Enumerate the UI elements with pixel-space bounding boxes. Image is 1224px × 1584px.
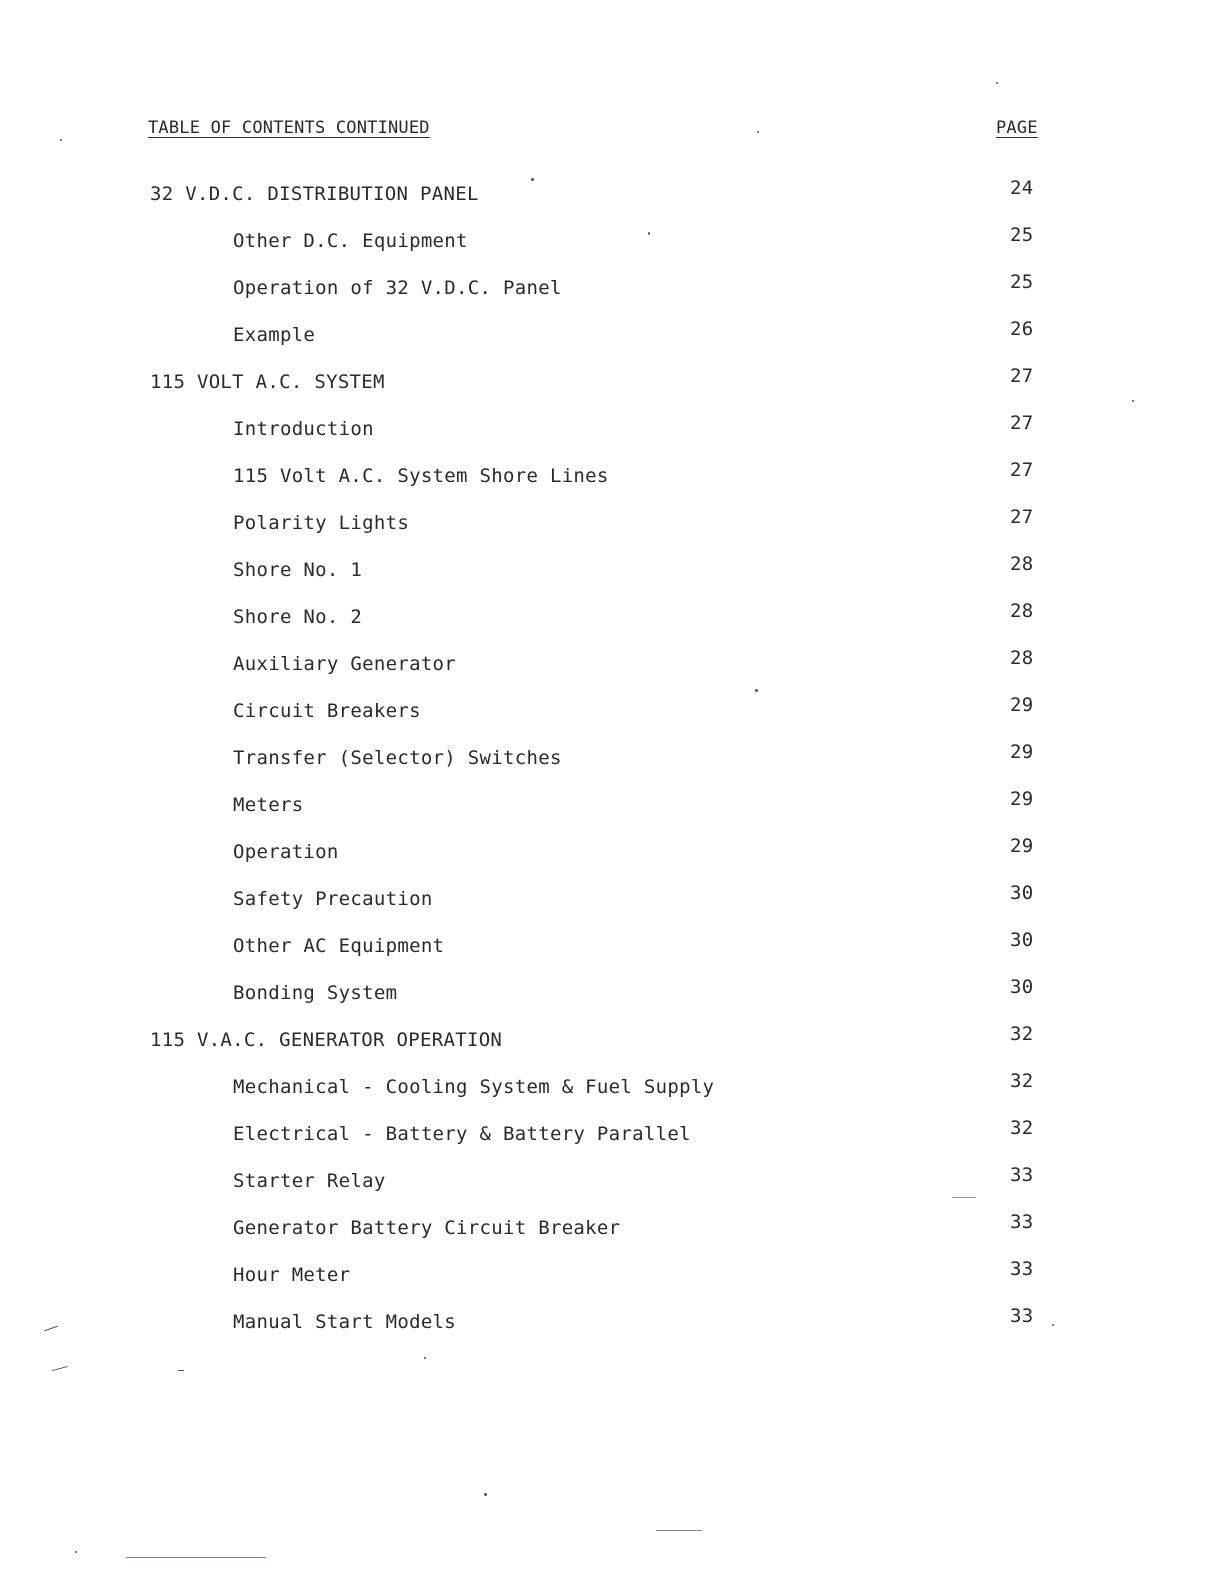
scan-speck: [484, 1493, 487, 1496]
toc-entry-page: 29: [1010, 835, 1034, 857]
toc-entry-label: Other AC Equipment: [233, 935, 445, 957]
toc-entry-page: 27: [1010, 459, 1034, 481]
toc-entry: [0, 412, 1224, 465]
scan-speck: [60, 139, 62, 141]
toc-entry-label: Safety Precaution: [233, 888, 433, 910]
toc-entry: [0, 835, 1224, 888]
toc-entry: [0, 459, 1224, 512]
scan-speck: [656, 1530, 702, 1531]
page-column-heading: PAGE: [996, 118, 1038, 138]
toc-entry: [0, 882, 1224, 935]
toc-entry-label: Generator Battery Circuit Breaker: [233, 1217, 621, 1239]
toc-entry-label: 115 V.A.C. GENERATOR OPERATION: [150, 1029, 503, 1051]
toc-entry-page: 30: [1010, 882, 1034, 904]
toc-entry-page: 33: [1010, 1164, 1034, 1186]
toc-entry-label: Polarity Lights: [233, 512, 410, 534]
scan-speck: [996, 82, 998, 84]
toc-entry: [0, 600, 1224, 653]
scan-speck: [424, 1357, 426, 1359]
toc-entry: [0, 1258, 1224, 1311]
toc-entry: [0, 506, 1224, 559]
toc-entry-label: Example: [233, 324, 316, 346]
toc-entry-label: Shore No. 2: [233, 606, 363, 628]
toc-entry-label: 32 V.D.C. DISTRIBUTION PANEL: [150, 183, 479, 205]
toc-entry-label: Hour Meter: [233, 1264, 351, 1286]
toc-entry-page: 33: [1010, 1211, 1034, 1233]
toc-entry-label: Electrical - Battery & Battery Parallel: [233, 1123, 691, 1145]
toc-entry: [0, 1164, 1224, 1217]
toc-entry: [0, 1305, 1224, 1358]
toc-entry-page: 30: [1010, 976, 1034, 998]
toc-entry-label: Meters: [233, 794, 304, 816]
toc-entry: [0, 976, 1224, 1029]
scan-speck: [755, 689, 758, 692]
toc-entry: [0, 788, 1224, 841]
toc-entry-page: 24: [1010, 177, 1034, 199]
scan-speck: [1132, 400, 1134, 402]
toc-entry: [0, 694, 1224, 747]
toc-entry-label: 115 VOLT A.C. SYSTEM: [150, 371, 385, 393]
toc-entry: [0, 177, 1224, 230]
toc-entry-label: Introduction: [233, 418, 374, 440]
toc-title: TABLE OF CONTENTS CONTINUED: [148, 118, 430, 138]
toc-entry-label: Other D.C. Equipment: [233, 230, 468, 252]
scan-speck: [52, 1366, 68, 1371]
toc-entry-label: Starter Relay: [233, 1170, 386, 1192]
toc-entry-page: 32: [1010, 1023, 1034, 1045]
toc-entry-page: 27: [1010, 412, 1034, 434]
toc-entry: [0, 929, 1224, 982]
scan-speck: [1052, 1324, 1054, 1326]
scan-speck: [531, 178, 534, 181]
toc-entry-label: Bonding System: [233, 982, 398, 1004]
scan-speck: [648, 232, 650, 235]
toc-entry-label: Mechanical - Cooling System & Fuel Supply: [233, 1076, 715, 1098]
toc-entry-label: Operation: [233, 841, 339, 863]
scan-speck: [952, 1197, 976, 1198]
toc-entry: [0, 1023, 1224, 1076]
toc-list: [0, 177, 1224, 1358]
toc-entry-page: 32: [1010, 1070, 1034, 1092]
toc-entry-label: Manual Start Models: [233, 1311, 457, 1333]
toc-entry-label: 115 Volt A.C. System Shore Lines: [233, 465, 609, 487]
toc-entry-page: 28: [1010, 600, 1034, 622]
toc-entry: [0, 365, 1224, 418]
toc-entry-page: 28: [1010, 553, 1034, 575]
toc-entry-page: 25: [1010, 271, 1034, 293]
toc-entry: [0, 1211, 1224, 1264]
toc-entry: [0, 318, 1224, 371]
scan-speck: [75, 1551, 77, 1553]
toc-entry-page: 33: [1010, 1258, 1034, 1280]
scan-speck: [757, 131, 759, 133]
toc-entry-page: 30: [1010, 929, 1034, 951]
toc-entry-page: 29: [1010, 741, 1034, 763]
toc-entry-label: Shore No. 1: [233, 559, 363, 581]
toc-entry-page: 27: [1010, 506, 1034, 528]
toc-entry-page: 32: [1010, 1117, 1034, 1139]
toc-entry-label: Circuit Breakers: [233, 700, 421, 722]
toc-entry-page: 27: [1010, 365, 1034, 387]
toc-entry: [0, 224, 1224, 277]
toc-entry: [0, 647, 1224, 700]
toc-entry: [0, 1117, 1224, 1170]
toc-entry-label: Transfer (Selector) Switches: [233, 747, 562, 769]
toc-entry-label: Auxiliary Generator: [233, 653, 457, 675]
toc-entry-page: 29: [1010, 788, 1034, 810]
toc-entry-page: 25: [1010, 224, 1034, 246]
toc-entry: [0, 271, 1224, 324]
toc-entry-page: 33: [1010, 1305, 1034, 1327]
scan-speck: [178, 1370, 184, 1371]
toc-entry-page: 29: [1010, 694, 1034, 716]
scan-edge-line: [126, 1557, 266, 1558]
toc-entry: [0, 741, 1224, 794]
toc-entry: [0, 553, 1224, 606]
toc-entry: [0, 1070, 1224, 1123]
toc-entry-page: 28: [1010, 647, 1034, 669]
toc-entry-page: 26: [1010, 318, 1034, 340]
toc-entry-label: Operation of 32 V.D.C. Panel: [233, 277, 562, 299]
